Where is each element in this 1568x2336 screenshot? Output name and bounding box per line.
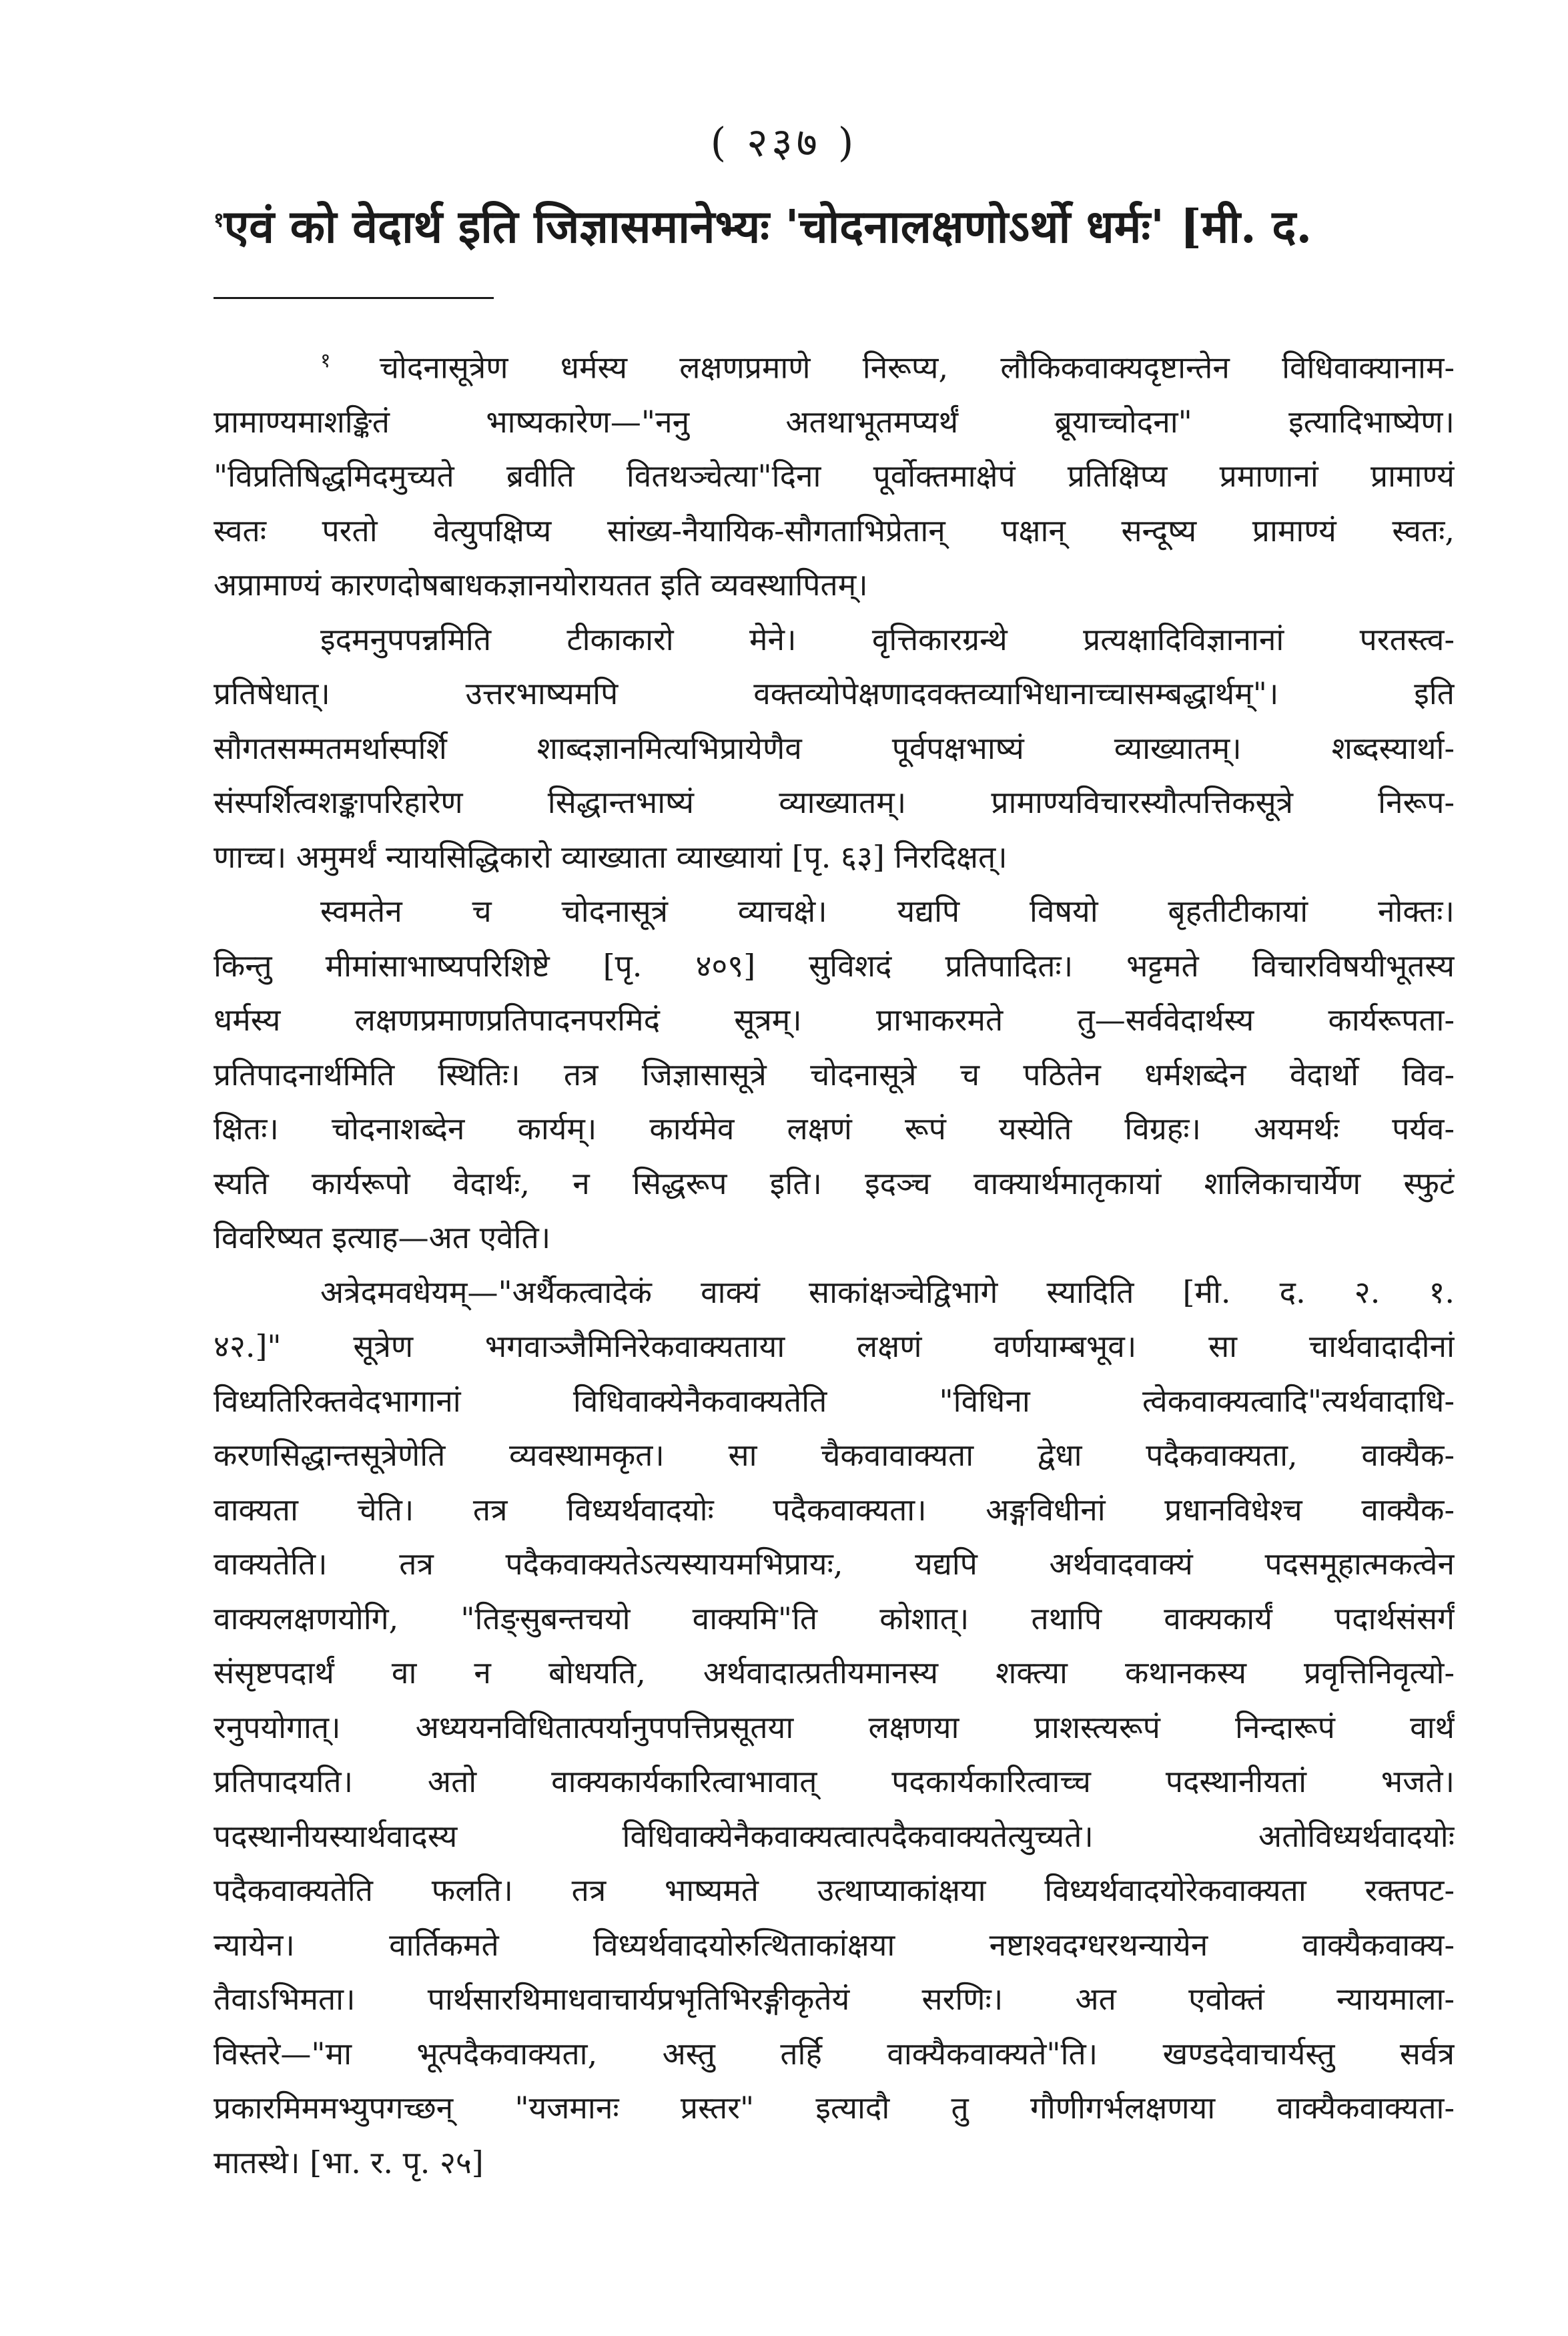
commentary-line [214, 721, 1455, 776]
commentary-text: धर्मस्य लक्षणप्रमाणप्रतिपादनपरमिदं सूत्रम्। प्राभाकरमते तु—सर्ववेदार्थस्य कार्यरूपता- [214, 1002, 1455, 1039]
commentary-text: तैवाऽभिमता। पार्थसारथिमाधवाचार्यप्रभृतिभिरङ्गीकृतेयं सरणिः। अत एवोक्तं न्यायमाला- [214, 1981, 1455, 2018]
commentary-line [214, 1211, 1455, 1265]
commentary-line [214, 1428, 1455, 1483]
commentary-line [214, 776, 1455, 830]
page-number: ( २३७ ) [710, 119, 858, 166]
commentary-line [214, 1320, 1455, 1374]
commentary-line [214, 1048, 1455, 1103]
commentary-text: क्षितः। चोदनाशब्देन कार्यम्। कार्यमेव लक्षणं रूपं यस्येति विग्रहः। अयमर्थः पर्यव- [214, 1111, 1455, 1147]
commentary-line [214, 334, 1455, 395]
commentary-line [214, 1972, 1455, 2027]
footnote-divider [214, 297, 494, 299]
commentary-text: पदस्थानीयस्यार्थवादस्य विधिवाक्येनैकवाक्यत्वात्पदैकवाक्यतेत्युच्यते। अतोविध्यर्थवादयोः [214, 1817, 1455, 1854]
commentary-line [214, 1918, 1455, 1973]
commentary-text: सौगतसम्मतमर्थास्पर्शि शाब्दज्ञानमित्यभिप्रायेणैव पूर्वपक्षभाष्यं व्याख्यातम्। शब्दस्यार्था- [214, 729, 1455, 766]
commentary-line [214, 1102, 1455, 1157]
commentary-text: करणसिद्धान्तसूत्रेणेति व्यवस्थामकृत। सा चैकवावाक्यता द्वेधा पदैकवाक्यता, वाक्यैक- [214, 1437, 1455, 1474]
commentary-text: पदैकवाक्यतेति फलति। तत्र भाष्यमते उत्थाप्याकांक्षया विध्यर्थवादयोरेकवाक्यता रक्तपट- [214, 1872, 1455, 1909]
commentary [214, 334, 1455, 2190]
commentary-text: रनुपयोगात्। अध्ययनविधितात्पर्यानुपपत्तिप्रसूतया लक्षणया प्राशस्त्यरूपं निन्दारूपं वार्थं [214, 1709, 1455, 1745]
commentary-text: वाक्यलक्षणयोगि, "तिङ्सुबन्तचयो वाक्यमि"ति कोशात्। तथापि वाक्यकार्यं पदार्थसंसर्गं [214, 1600, 1455, 1637]
commentary-line [214, 2136, 1455, 2191]
verse-line [214, 194, 1481, 256]
commentary-text: णाच्च। अमुमर्थं न्यायसिद्धिकारो व्याख्याता व्याख्यायां [पृ. ६३] निरदिक्षत्। [214, 838, 1008, 875]
commentary-text: अत्रेदमवधेयम्—"अर्थैकत्वादेकं वाक्यं साकांक्षञ्चेद्विभागे स्यादिति [मी. द. २. १. [320, 1273, 1455, 1310]
commentary-line [214, 1863, 1455, 1918]
commentary-line [214, 830, 1455, 885]
commentary-line [214, 1374, 1455, 1429]
commentary-line [214, 1701, 1455, 1755]
commentary-line [214, 1755, 1455, 1809]
commentary-line [214, 884, 1455, 939]
commentary-text: विध्यतिरिक्तवेदभागानां विधिवाक्येनैकवाक्यतेति "विधिना त्वेकवाक्यत्वादि"त्यर्थवादाधि- [214, 1382, 1455, 1419]
commentary-text: प्रामाण्यमाशङ्कितं भाष्यकारेण—"ननु अतथाभूतमप्यर्थं ब्रूयाच्चोदना" इत्यादिभाष्येण। [214, 403, 1455, 440]
commentary-text: संस्पर्शित्वशङ्कापरिहारेण सिद्धान्तभाष्यं व्याख्यातम्। प्रामाण्यविचारस्यौत्पत्तिकसूत्रे निरूप- [214, 784, 1455, 821]
footnote-marker: १ [214, 208, 224, 232]
commentary-text: विवरिष्यत इत्याह—अत एवेति। [214, 1219, 551, 1256]
commentary-text: चोदनासूत्रेण धर्मस्य लक्षणप्रमाणे निरूप्य, लौकिकवाक्यदृष्टान्तेन विधिवाक्यानाम- [379, 349, 1455, 386]
commentary-line [214, 993, 1455, 1048]
commentary-text: प्रतिषेधात्। उत्तरभाष्यमपि वक्तव्योपेक्षणादवक्तव्याभिधानाच्चासम्बद्धार्थम्"। इति [214, 675, 1455, 712]
commentary-line [214, 613, 1455, 667]
commentary-text: वाक्यता चेति। तत्र विध्यर्थवादयोः पदैकवाक्यता। अङ्गविधीनां प्रधानविधेश्च वाक्यैक- [214, 1491, 1455, 1528]
commentary-text: प्रतिपादनार्थमिति स्थितिः। तत्र जिज्ञासासूत्रे चोदनासूत्रे च पठितेन धर्मशब्देन वेदार्थो विव- [214, 1056, 1455, 1093]
commentary-line [214, 667, 1455, 721]
commentary-text: स्वतः परतो वेत्युपक्षिप्य सांख्य-नैयायिक-सौगताभिप्रेतान् पक्षान् सन्दूष्य प्रामाण्यं स्वतः, [214, 512, 1455, 549]
commentary-line [214, 1592, 1455, 1647]
commentary-line [214, 1157, 1455, 1211]
commentary-text: किन्तु मीमांसाभाष्यपरिशिष्टे [पृ. ४०९] सुविशदं प्रतिपादितः। भट्टमते विचारविषयीभूतस्य [214, 947, 1455, 984]
commentary-line [214, 449, 1455, 504]
commentary-line [214, 939, 1455, 994]
commentary-line [214, 1646, 1455, 1701]
commentary-text: मातस्थे। [भा. र. पृ. २५] [214, 2144, 484, 2180]
commentary-text: इदमनुपपन्नमिति टीकाकारो मेने। वृत्तिकारग्रन्थे प्रत्यक्षादिविज्ञानानां परतस्त्व- [320, 621, 1455, 657]
commentary-line [214, 395, 1455, 450]
commentary-line [214, 2081, 1455, 2136]
commentary-text: अप्रामाण्यं कारणदोषबाधकज्ञानयोरायतत इति व्यवस्थापितम्। [214, 567, 868, 603]
commentary-line [214, 558, 1455, 613]
commentary-text: वाक्यतेति। तत्र पदैकवाक्यतेऽत्यस्यायमभिप्रायः, यद्यपि अर्थवादवाक्यं पदसमूहात्मकत्वेन [214, 1546, 1455, 1582]
commentary-text: विस्तरे—"मा भूत्पदैकवाक्यता, अस्तु तर्हि वाक्यैकवाक्यते"ति। खण्डदेवाचार्यस्तु सर्वत्र [214, 2035, 1455, 2072]
commentary-text: संसृष्टपदार्थं वा न बोधयति, अर्थवादात्प्रतीयमानस्य शक्त्या कथानकस्य प्रवृत्तिनिवृत्यो- [214, 1655, 1455, 1691]
commentary-line [214, 1265, 1455, 1320]
commentary-line [214, 2027, 1455, 2082]
footnote-marker: १ [320, 349, 380, 372]
verse-text: एवं को वेदार्थ इति जिज्ञासमानेभ्यः 'चोदनालक्षणोऽर्थो धर्मः' [मी. द. [224, 200, 1312, 254]
commentary-line [214, 1483, 1455, 1538]
commentary-text: प्रतिपादयति। अतो वाक्यकार्यकारित्वाभावात् पदकार्यकारित्वाच्च पदस्थानीयतां भजते। [214, 1763, 1455, 1800]
commentary-line [214, 1537, 1455, 1592]
commentary-line [214, 1809, 1455, 1864]
commentary-text: ४२.]" सूत्रेण भगवाञ्जैमिनिरेकवाक्यताया लक्षणं वर्णयाम्बभूव। सा चार्थवादादीनां [214, 1328, 1455, 1365]
commentary-text: स्वमतेन च चोदनासूत्रं व्याचक्षे। यद्यपि विषयो बृहतीटीकायां नोक्तः। [320, 893, 1455, 930]
commentary-text: स्यति कार्यरूपो वेदार्थः, न सिद्धरूप इति। इदञ्च वाक्यार्थमातृकायां शालिकाचार्येण स्फुटं [214, 1165, 1455, 1201]
commentary-text: न्यायेन। वार्तिकमते विध्यर्थवादयोरुत्थिताकांक्षया नष्टाश्वदग्धरथन्यायेन वाक्यैकवाक्य- [214, 1926, 1455, 1963]
commentary-text: प्रकारमिममभ्युपगच्छन् "यजमानः प्रस्तर" इत्यादौ तु गौणीगर्भलक्षणया वाक्यैकवाक्यता- [214, 2090, 1455, 2126]
commentary-line [214, 504, 1455, 559]
commentary-text: "विप्रतिषिद्धमिदमुच्यते ब्रवीति वितथञ्चेत्या"दिना पूर्वोक्तमाक्षेपं प्रतिक्षिप्य प्रमाणानां प्रामाण्यं [214, 458, 1455, 495]
